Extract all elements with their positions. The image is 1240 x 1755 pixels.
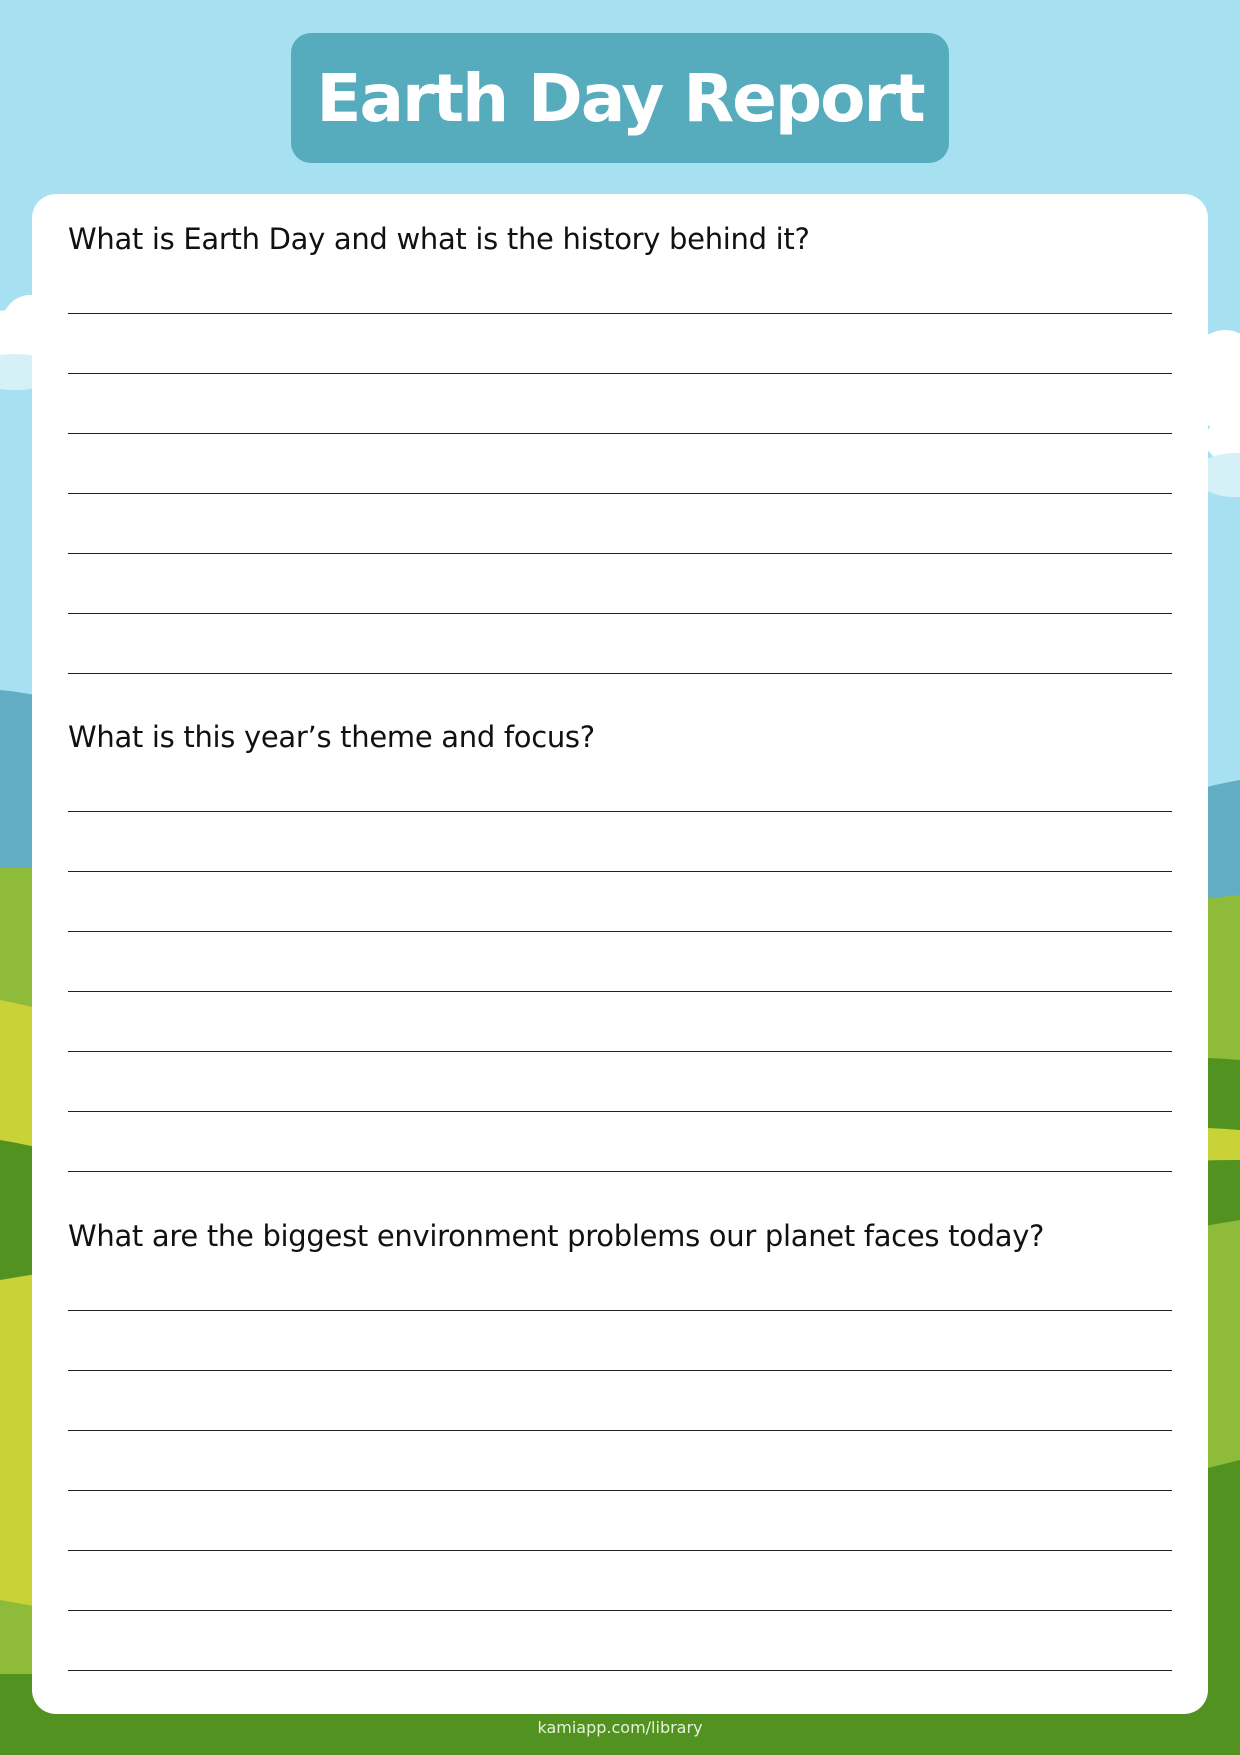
answer-line[interactable] <box>68 1550 1172 1551</box>
answer-line[interactable] <box>68 1051 1172 1052</box>
answer-line[interactable] <box>68 433 1172 434</box>
page-title: Earth Day Report <box>316 59 924 137</box>
answer-line[interactable] <box>68 1670 1172 1671</box>
answer-line[interactable] <box>68 871 1172 872</box>
answer-line[interactable] <box>68 1370 1172 1371</box>
answer-line[interactable] <box>68 931 1172 932</box>
footer-url: kamiapp.com/library <box>537 1718 703 1737</box>
answer-line[interactable] <box>68 313 1172 314</box>
answer-line[interactable] <box>68 991 1172 992</box>
answer-line[interactable] <box>68 1430 1172 1431</box>
answer-line[interactable] <box>68 811 1172 812</box>
question-2: What is this year’s theme and focus? <box>68 720 595 754</box>
answer-line[interactable] <box>68 493 1172 494</box>
answer-line[interactable] <box>68 613 1172 614</box>
answer-line[interactable] <box>68 1610 1172 1611</box>
title-banner <box>291 33 949 163</box>
answer-line[interactable] <box>68 1111 1172 1112</box>
worksheet-card <box>32 194 1208 1714</box>
answer-line[interactable] <box>68 1310 1172 1311</box>
question-3: What are the biggest environment problems our planet faces today? <box>68 1219 1045 1253</box>
answer-line[interactable] <box>68 373 1172 374</box>
answer-line[interactable] <box>68 673 1172 674</box>
question-1: What is Earth Day and what is the history behind it? <box>68 222 810 256</box>
answer-line[interactable] <box>68 1490 1172 1491</box>
answer-line[interactable] <box>68 1171 1172 1172</box>
answer-line[interactable] <box>68 553 1172 554</box>
